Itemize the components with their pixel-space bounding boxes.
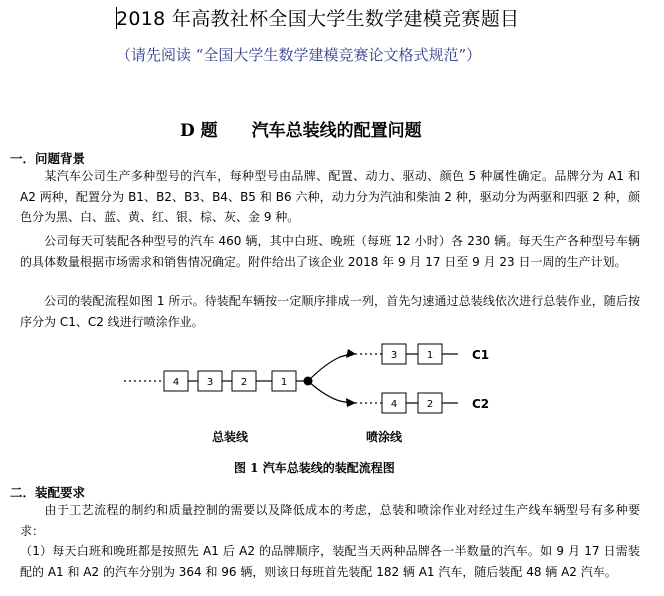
paragraph-capacity	[20, 231, 640, 272]
page-subtitle: （请先阅读 “全国大学生数学建模竞赛论文格式规范”）	[116, 46, 482, 64]
c2-label: C2	[472, 397, 490, 411]
box-label: 1	[280, 377, 288, 388]
paragraph-requirements-intro	[20, 500, 640, 541]
paragraph-process	[20, 291, 640, 332]
box-label: 1	[426, 350, 434, 361]
paragraph-text: 公司每天可装配各种型号的汽车 460 辆，其中白班、晚班（每班 12 小时）各 230 辆。每天生产各种型号车辆的具体数量根据市场需求和销售情况确定。附件给出了该企业 2018 年 9 月 17 日至 9 月 23 日一周的生产计划。	[20, 234, 640, 269]
assembly-line-label: 总装线	[212, 430, 249, 444]
requirement-item-1: （1）每天白班和晚班都是按照先 A1 后 A2 的品牌顺序，装配当天两种品牌各一半数量的汽车。如 9 月 17 日需装配的 A1 和 A2 的汽车分别为 364 和 96 辆，则该日每班首先装配 182 辆 A1 汽车，随后装配 48 辆 A2 汽车。	[20, 544, 640, 579]
problem-heading	[180, 116, 422, 141]
box-label: 3	[206, 377, 214, 388]
paragraph-text: 公司的装配流程如图 1 所示。待装配车辆按一定顺序排成一列，首先匀速通过总装线依次进行总装作业，随后按序分为 C1、C2 线进行喷涂作业。	[20, 294, 640, 329]
section-heading-requirements: 二．装配要求	[10, 485, 86, 500]
box-label: 2	[240, 377, 248, 388]
paragraph-text: 由于工艺流程的制约和质量控制的需要以及降低成本的考虑，总装和喷涂作业对经过生产线车辆型号有多种要求：	[20, 503, 640, 538]
figure-caption: 图 1 汽车总装线的装配流程图	[234, 461, 395, 475]
c1-label: C1	[472, 348, 490, 362]
paragraph-text: 某汽车公司生产多种型号的汽车，每种型号由品牌、配置、动力、驱动、颜色 5 种属性确定。品牌分为 A1 和 A2 两种，配置分为 B1、B2、B3、B4、B5 和 B6 六种，动力分为汽油和柴油 2 种，驱动分为两驱和四驱 2 种，颜色分为黑、白、蓝、黄、红、银、棕、灰、金 9 种。	[20, 169, 640, 224]
section-heading-background: 一．问题背景	[10, 151, 86, 166]
box-label: 2	[426, 399, 434, 410]
paint-line-label: 喷涂线	[366, 430, 403, 444]
box-label: 4	[172, 377, 180, 388]
problem-name: 汽车总装线的配置问题	[251, 121, 422, 141]
paragraph-attributes	[20, 166, 640, 228]
box-label: 3	[390, 350, 398, 361]
junction-point	[304, 377, 313, 386]
assembly-flow-diagram	[0, 335, 664, 455]
page-title: 2018 年高教社杯全国大学生数学建模竞赛题目	[116, 8, 520, 30]
box-label: 4	[390, 399, 398, 410]
problem-label: D 题	[180, 121, 218, 141]
